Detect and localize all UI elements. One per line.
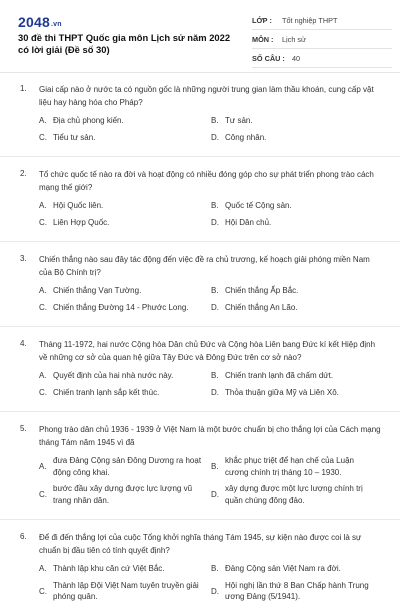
- option-letter: B.: [211, 371, 219, 381]
- option-letter: A.: [39, 371, 47, 381]
- meta-label: SỐ CÂU :: [252, 54, 285, 63]
- meta-value: 40: [292, 54, 301, 63]
- answer-option-c[interactable]: [39, 302, 211, 314]
- question-text: Chiến thắng nào sau đây tác động đến việc đề ra chủ trương, kế hoạch giải phóng miền Nam của Bộ Chính trị?: [39, 255, 370, 277]
- answer-option-c[interactable]: [39, 132, 211, 144]
- option-letter: D.: [211, 387, 219, 397]
- option-letter: A.: [39, 462, 47, 471]
- option-text: Tiểu tư sản.: [53, 132, 96, 142]
- option-text: Thỏa thuận giữa Mỹ và Liên Xô.: [225, 387, 339, 397]
- question-item: [0, 520, 400, 616]
- logo-suffix: .vn: [50, 21, 62, 28]
- option-text: Đảng Cộng sản Việt Nam ra đời.: [225, 564, 341, 573]
- answer-option-d[interactable]: [211, 217, 383, 229]
- option-text: Chiến thắng Đường 14 - Phước Long.: [53, 302, 189, 312]
- option-text: Thành lập Đội Việt Nam tuyên truyền giải phóng quân.: [53, 580, 199, 601]
- answer-option-b[interactable]: [211, 115, 383, 127]
- question-number: 1.: [20, 84, 27, 93]
- answer-options: [39, 563, 384, 603]
- option-letter: C.: [39, 217, 47, 227]
- option-text: Hội nghị lần thứ 8 Ban Chấp hành Trung ương Đảng (5/1941).: [225, 580, 369, 601]
- option-letter: A.: [39, 201, 47, 211]
- option-letter: C.: [39, 490, 47, 499]
- document-header: [0, 0, 400, 73]
- question-number: 3.: [20, 254, 27, 263]
- answer-option-a[interactable]: [39, 115, 211, 127]
- option-text: Hội Dân chủ.: [225, 217, 272, 227]
- option-letter: A.: [39, 286, 47, 296]
- option-text: Tư sản.: [225, 116, 253, 125]
- answer-options: [39, 285, 384, 313]
- answer-options: [39, 370, 384, 398]
- option-letter: D.: [211, 490, 219, 499]
- option-letter: B.: [211, 286, 219, 296]
- answer-option-d[interactable]: [211, 387, 383, 399]
- question-number: 6.: [20, 532, 27, 541]
- meta-label: MÔN :: [252, 35, 274, 44]
- option-letter: C.: [39, 387, 47, 397]
- meta-row-class: [252, 14, 392, 30]
- answer-option-c[interactable]: [39, 580, 211, 603]
- question-text: Tháng 11-1972, hai nước Cộng hòa Dân chủ Đức và Cộng hòa Liên bang Đức kí kết Hiệp định về những cơ sở của quan hệ giữa Tây Đức và Đông Đức trên cơ sở nào?: [39, 340, 376, 362]
- logo-text: 2048: [18, 14, 50, 30]
- answer-option-b[interactable]: [211, 455, 383, 478]
- question-text: Phong trào dân chủ 1936 - 1939 ở Việt Nam là một bước chuẩn bị cho thắng lợi của Cách mạng tháng Tám năm 1945 vì đã: [39, 425, 381, 447]
- question-item: [0, 72, 400, 157]
- answer-option-d[interactable]: [211, 302, 383, 314]
- answer-option-a[interactable]: [39, 200, 211, 212]
- option-text: Địa chủ phong kiến.: [53, 116, 124, 125]
- meta-row-subject: [252, 33, 392, 49]
- option-letter: B.: [211, 201, 219, 211]
- question-text: Tổ chức quốc tế nào ra đời và hoạt động có nhiều đóng góp cho sự phát triển phong trào cách mạng thế giới?: [39, 170, 374, 192]
- answer-option-a[interactable]: [39, 563, 211, 575]
- question-number: 5.: [20, 424, 27, 433]
- option-letter: D.: [211, 132, 219, 142]
- question-item: [0, 327, 400, 412]
- answer-option-c[interactable]: [39, 483, 211, 506]
- option-text: Chiến thắng Ấp Bắc.: [225, 286, 299, 295]
- answer-option-d[interactable]: [211, 580, 383, 603]
- answer-option-a[interactable]: [39, 370, 211, 382]
- option-letter: D.: [211, 217, 219, 227]
- answer-option-c[interactable]: [39, 387, 211, 399]
- answer-option-a[interactable]: [39, 455, 211, 478]
- option-text: Thành lập khu căn cứ Việt Bắc.: [53, 564, 165, 573]
- option-text: Quyết định của hai nhà nước này.: [53, 371, 174, 380]
- question-item: [0, 412, 400, 520]
- question-list: [0, 72, 400, 616]
- option-letter: B.: [211, 462, 219, 471]
- option-letter: C.: [39, 302, 47, 312]
- option-letter: C.: [39, 586, 47, 596]
- option-text: Hội Quốc liên.: [53, 201, 104, 210]
- option-text: Chiến tranh lạnh sắp kết thúc.: [53, 387, 160, 397]
- answer-options: [39, 455, 384, 506]
- option-text: Công nhân.: [225, 132, 267, 142]
- answer-option-d[interactable]: [211, 483, 383, 506]
- option-text: Chiến tranh lạnh đã chấm dứt.: [225, 371, 334, 380]
- answer-options: [39, 115, 384, 143]
- option-text: Chiến thắng Vạn Tường.: [53, 286, 142, 295]
- meta-label: LỚP :: [252, 16, 272, 25]
- meta-row-count: [252, 52, 392, 68]
- answer-option-b[interactable]: [211, 285, 383, 297]
- document-meta: [252, 14, 392, 71]
- option-letter: B.: [211, 564, 219, 574]
- meta-value: Tốt nghiệp THPT: [282, 16, 338, 25]
- option-text: khắc phục triệt để hạn chế của Luận cương chính trị tháng 10 – 1930.: [225, 456, 354, 477]
- answer-option-b[interactable]: [211, 370, 383, 382]
- option-text: bước đầu xây dựng được lực lượng vũ trang nhân dân.: [53, 484, 193, 505]
- option-text: Quốc tế Cộng sản.: [225, 201, 292, 210]
- answer-option-c[interactable]: [39, 217, 211, 229]
- option-letter: B.: [211, 116, 219, 126]
- option-letter: D.: [211, 302, 219, 312]
- question-item: [0, 242, 400, 327]
- option-letter: A.: [39, 116, 47, 126]
- option-text: xây dựng được một lực lượng chính trị quần chúng đông đảo.: [225, 484, 363, 505]
- question-item: [0, 157, 400, 242]
- answer-options: [39, 200, 384, 228]
- question-number: 2.: [20, 169, 27, 178]
- option-text: Liên Hợp Quốc.: [53, 217, 110, 227]
- option-letter: D.: [211, 586, 219, 596]
- document-title: 30 đề thi THPT Quốc gia môn Lịch sử năm 2022 có lời giải (Đề số 30): [18, 32, 231, 55]
- answer-option-b[interactable]: [211, 200, 383, 212]
- question-number: 4.: [20, 339, 27, 348]
- option-text: đưa Đảng Cộng sản Đông Dương ra hoạt động công khai.: [53, 456, 202, 477]
- option-letter: C.: [39, 132, 47, 142]
- question-text: Giai cấp nào ở nước ta có nguồn gốc là những người trung gian làm thầu khoán, cung cấp vật liệu hay hàng hóa cho Pháp?: [39, 85, 374, 107]
- meta-value: Lịch sử: [282, 35, 306, 44]
- option-text: Chiến thắng An Lão.: [225, 302, 298, 312]
- site-logo[interactable]: [18, 14, 62, 30]
- option-letter: A.: [39, 564, 47, 574]
- question-text: Để đi đến thắng lợi của cuộc Tổng khởi nghĩa tháng Tám 1945, sự kiện nào được coi là sự chuẩn bị đầu tiên có tính quyết định?: [39, 533, 362, 555]
- answer-option-a[interactable]: [39, 285, 211, 297]
- answer-option-d[interactable]: [211, 132, 383, 144]
- answer-option-b[interactable]: [211, 563, 383, 575]
